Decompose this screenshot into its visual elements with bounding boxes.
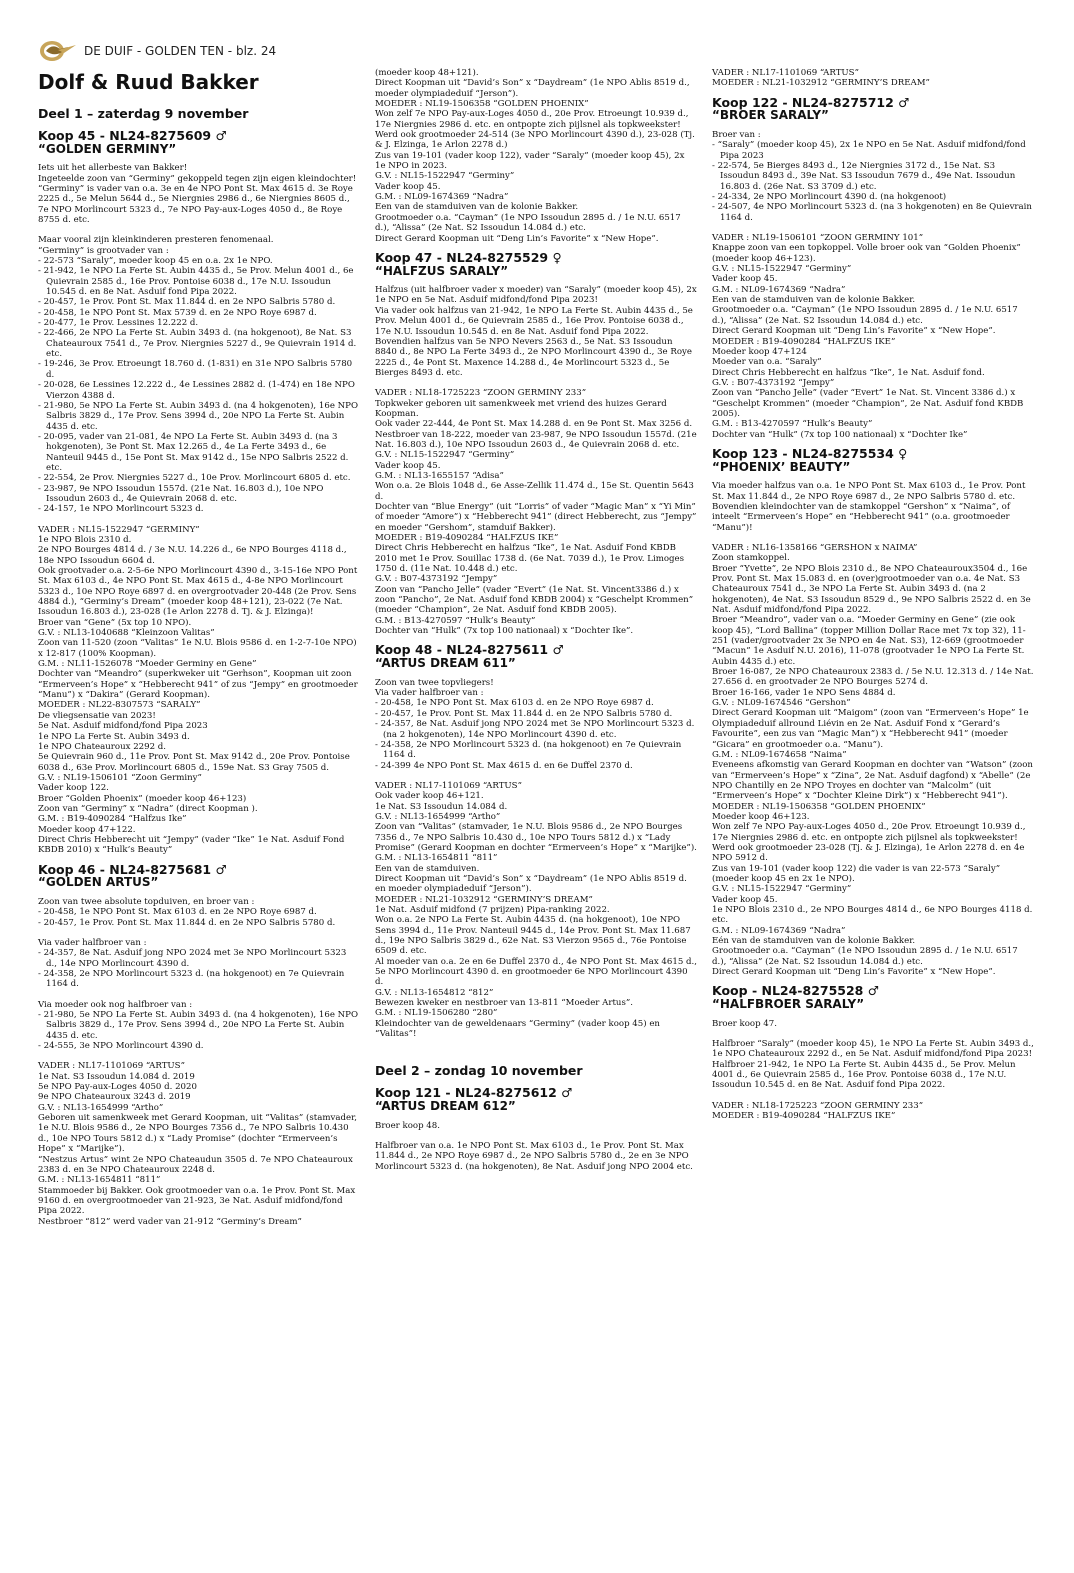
paragraph: G.V. : NL15-1522947 “Germiny”: [375, 171, 515, 182]
spacer: [38, 225, 360, 235]
lot-name: “BROER SARALY”: [712, 108, 829, 123]
paragraph: Nestbroer van 18-222, moeder van 23-987, 9e NPO Issoudun 1557d. (21e Nat. 16.803 d.), 10e NPO Issoudun 2603 d., 4e Quievrain 2068 d. etc.: [375, 429, 697, 450]
list-item: - 20-458, 1e NPO Pont St. Max 5739 d. en 2e NPO Roye 6987 d.: [38, 307, 317, 318]
list-item: - 24-507, 4e NPO Morlincourt 5323 d. (na 3 hokgenoten) en 8e Quievrain 1164 d.: [712, 202, 1032, 223]
list-item: - 24-357, 8e Nat. Asduif jong NPO 2024 met 3e NPO Morlincourt 5323 d., 14e NPO Morlincourt 4390 d.: [38, 948, 347, 969]
paragraph: Won zelf 7e NPO Pay-aux-Loges 4050 d., 20e Prov. Etroeungt 10.939 d., 17e Niergnies 2986 d. etc. en ontpopte zich pijlsnel als topkweekster!: [375, 109, 689, 130]
paragraph: Broer “Meandro”, vader van o.a. “Moeder Germiny en Gene” (zie ook koop 45), “Lord Ballina” (topper Million Dollar Race met 7x top 32), 11-251 (vader/grootvader 2x 3e NPO en 4e Nat. S3), 12-669 (grootmoeder “Macun” 1e Asduif N.U. 2016), 11-078 (grootvader 1e NPO La Ferte St. Aubin 4435 d.) etc.: [712, 615, 1026, 667]
list-item: - 24-358, 2e NPO Morlincourt 5323 d. (na hokgenoot) en 7e Quievrain 1164 d.: [375, 739, 682, 761]
lot-name: “PHOENIX’ BEAUTY”: [712, 459, 851, 474]
paragraph: Broer van :: [712, 129, 761, 140]
list-item: - 24-334, 2e NPO Morlincourt 4390 d. (na hokgenoot): [712, 192, 947, 203]
paragraph: Broer van “Gene” (5x top 10 NPO).: [38, 617, 192, 628]
paragraph: Zoon van 11-520 (zoon “Valitas” 1e N.U. Blois 9586 d. en 1-2-7-10e NPO) x 12-817 (100% Koopman).: [38, 638, 357, 659]
paragraph: Zoon van “Pancho Jelle” (vader “Evert” (1e Nat. St. Vincent3386 d.) x zoon “Pancho”, 2e Nat. Asduif fond KBDB 2004) x “Geschelpt Krommen” (moeder “Champion”, 2e Nat. Asduif fond KBDB 2005).: [375, 584, 694, 616]
paragraph: Via moeder ook nog halfbroer van :: [38, 999, 193, 1010]
list-item: - 24-399 4e NPO Pont St. Max 4615 d. en 6e Duffel 2370 d.: [375, 760, 633, 771]
paragraph: Grootmoeder o.a. “Cayman” (1e NPO Issoudun 2895 d. / 1e N.U. 6517 d.), “Alissa” (2e Nat. S2 Issoudun 14.084 d.) etc.: [712, 946, 1018, 967]
paragraph: Direct Gerard Koopman uit “Deng Lin’s Favorite” x “New Hope”.: [712, 967, 996, 978]
paragraph: Zus van 19-101 (vader koop 122), vader “Saraly” (moeder koop 45), 2x 1e NPO in 2023.: [375, 150, 685, 172]
paragraph: G.V. : NL15-1522947 “Germiny”: [712, 264, 852, 275]
list-item: - 19-246, 3e Prov. Etroeungt 18.760 d. (1-831) en 31e NPO Salbris 5780 d.: [38, 359, 353, 380]
paragraph: G.V. : B07-4373192 “Jempy”: [375, 574, 498, 585]
paragraph: VADER : NL18-1725223 “ZOON GERMINY 233”: [712, 1100, 924, 1111]
page-title: Dolf & Ruud Bakker: [38, 70, 259, 94]
paragraph: 1e Nat. S3 Issoudun 14.084 d. 2019: [38, 1071, 195, 1082]
lot-name: “ARTUS DREAM 612”: [375, 1099, 516, 1114]
paragraph: Werd ook grootmoeder 24-514 (3e NPO Morlincourt 4390 d.), 23-028 (Tj. & J. Elzinga, 1e Arlon 2278 d.): [375, 130, 695, 151]
paragraph: Halfbroer 21-942, 1e NPO La Ferte St. Aubin 4435 d., 5e Prov. Melun 4001 d., 6e Quievrain 2585 d., 16e Prov. Pontoise 6038 d., 17e N.U. Issoudun 10.545 d. en 8e Nat. Asduif fond Pipa 2022.: [712, 1059, 1016, 1091]
lot-name: “HALFBROER SARALY”: [712, 997, 865, 1012]
paragraph: MOEDER : B19-4090284 “HALFZUS IKE”: [712, 1111, 896, 1122]
paragraph: Halfbroer “Saraly” (moeder koop 45), 1e NPO La Ferte St. Aubin 3493 d., 1e NPO Chateauroux 2292 d., en 5e Nat. Asduif midfond/fond Pipa 2023!: [712, 1039, 1034, 1060]
paragraph: 2e NPO Bourges 4814 d. / 3e N.U. 14.226 d., 6e NPO Bourges 4118 d., 18e NPO Issoudun 6604 d.: [38, 545, 347, 566]
paragraph: Broer koop 47.: [712, 1018, 777, 1029]
spacer: [38, 990, 360, 1000]
paragraph: G.M. : NL13-1654811 “811”: [375, 853, 498, 864]
section-heading: Deel 2 – zondag 10 november: [375, 1063, 583, 1079]
list-item: - 23-987, 9e NPO Issoudun 1557d. (21e Nat. 16.803 d.), 10e NPO Issoudun 2603 d., 4e Quievrain 2068 d. etc.: [38, 483, 324, 504]
list-item: - 22-574, 5e Bierges 8493 d., 12e Niergnies 3172 d., 15e Nat. S3 Issoudun 8493 d., 39e Nat. S3 Issoudun 7679 d., 49e Nat. Issoudun 16.803 d. (26e Nat. S3 3709 d.) etc.: [712, 161, 1016, 192]
paragraph: Vader koop 45.: [375, 460, 441, 471]
paragraph: MOEDER : B19-4090284 “HALFZUS IKE”: [712, 336, 896, 347]
paragraph: Zoon van “Germiny” x “Nadra” (direct Koopman ).: [38, 803, 258, 814]
paragraph: Ook vader koop 46+121.: [375, 791, 484, 802]
paragraph: Vader koop 45.: [375, 181, 441, 192]
paragraph: Zoon van twee topvliegers!: [375, 677, 494, 688]
paragraph: “Germiny” is grootvader van :: [38, 245, 169, 256]
paragraph: Ook vader 22-444, 4e Pont St. Max 14.288 d. en 9e Pont St. Max 3256 d.: [375, 419, 693, 430]
paragraph: Zoon van twee absolute topduiven, en broer van :: [38, 896, 255, 907]
paragraph: Een van de stamduiven van de kolonie Bakker.: [712, 295, 916, 306]
paragraph: Direct Chris Hebberecht en halfzus “Ike”, 1e Nat. Asduif Fond KBDB 2010 met 1e Prov. Souillac 1738 d. (6e Nat. 7039 d.), 1e Prov. Limoges 1750 d. (11e Nat. 10.448 d.) etc.: [375, 543, 685, 575]
paragraph: Dochter van “Hulk” (7x top 100 nationaal) x “Dochter Ike”: [712, 429, 968, 440]
lot-heading: Koop - NL24-8275528 ♂: [712, 983, 879, 999]
lot-heading: Koop 121 - NL24-8275612 ♂: [375, 1085, 573, 1101]
list-item: - 20-458, 1e NPO Pont St. Max 6103 d. en 2e NPO Roye 6987 d.: [375, 698, 654, 709]
list-item: - 21-980, 5e NPO La Ferte St. Aubin 3493 d. (na 4 hokgenoten), 16e NPO Salbris 3829 d., 17e Prov. Sens 3994 d., 20e NPO La Ferte St. Aubin 4435 d. etc.: [38, 1010, 358, 1041]
paragraph: 1e NPO La Ferte St. Aubin 3493 d.: [38, 731, 190, 742]
spacer: [375, 771, 697, 781]
paragraph: VADER : NL16-1358166 “GERSHON x NAIMA”: [712, 542, 918, 553]
spacer: [375, 1039, 697, 1049]
paragraph: Broer “Golden Phoenix” (moeder koop 46+123): [38, 793, 247, 804]
list-item: - 20-457, 1e Prov. Pont St. Max 11.844 d. en 2e NPO Salbris 5780 d.: [38, 297, 336, 308]
paragraph: VADER : NL18-1725223 “ZOON GERMINY 233”: [375, 388, 587, 399]
spacer: [375, 1049, 697, 1059]
paragraph: Zus van 19-101 (vader koop 122) die vader is van 22-573 “Saraly” (moeder koop 45 en 2x 1e NPO).: [712, 863, 1001, 884]
paragraph: 1e Nat. Asduif midfond (7 prijzen) Pipa-ranking 2022.: [375, 905, 610, 915]
paragraph: Geboren uit samenkweek met Gerard Koopman, uit “Valitas” (stamvader, 1e N.U. Blois 9586 d., 2e NPO Bourges 7356 d., 7e NPO Salbris 10.430 d., 10e NPO Tours 5812 d.) x “Lady Promise” (dochter “Ermerveen’s Hope” x “Marijke”).: [38, 1113, 357, 1155]
paragraph: Kleindochter van de geweldenaars “Germiny” (vader koop 45) en “Valitas”!: [375, 1018, 660, 1040]
page-header: [38, 40, 276, 62]
spacer: [38, 515, 360, 525]
paragraph: Via vader ook halfzus van 21-942, 1e NPO La Ferte St. Aubin 4435 d., 5e Prov. Melun 4001 d., 6e Quievrain 2585 d., 16e Prov. Pontoise 6038 d., 17e N.U. Issoudun 10.545 d. en 8e Nat. Asduif fond Pipa 2022.: [375, 305, 693, 337]
paragraph: VADER : NL17-1101069 “ARTUS”: [375, 780, 522, 791]
paragraph: G.M. : NL19-1506280 “280”: [375, 1008, 498, 1019]
paragraph: G.M. : NL09-1674369 “Nadra”: [375, 192, 509, 203]
paragraph: Ingeteelde zoon van “Germiny” gekoppeld tegen zijn eigen kleindochter!: [38, 173, 357, 184]
list-item: - 20-477, 1e Prov. Lessines 12.222 d.: [38, 318, 199, 329]
paragraph: Maar vooral zijn kleinkinderen presteren fenomenaal.: [38, 235, 274, 246]
paragraph: Broer 16-166, vader 1e NPO Sens 4884 d.: [712, 687, 896, 698]
header-text: DE DUIF - GOLDEN TEN - blz. 24: [84, 44, 277, 58]
list-item: - “Saraly” (moeder koop 45), 2x 1e NPO en 5e Nat. Asduif midfond/fond Pipa 2023: [712, 140, 1026, 161]
paragraph: 5e Quievrain 960 d., 11e Prov. Pont St. Max 9142 d., 20e Prov. Pontoise 6038 d., 63e Prov. Morlincourt 6805 d., 159e Nat. S3 Gray 7505 d.: [38, 752, 350, 773]
paragraph: Vader koop 45.: [712, 894, 778, 905]
paragraph: Knappe zoon van een topkoppel. Volle broer ook van “Golden Phoenix” (moeder koop 46+123).: [712, 243, 1021, 264]
paragraph: MOEDER : NL21-1032912 “GERMINY’S DREAM”: [375, 894, 593, 905]
paragraph: Stammoeder bij Bakker. Ook grootmoeder van o.a. 1e Prov. Pont St. Max 9160 d. en overgrootmoeder van 21-923, 3e Nat. Asduif midfond/fond Pipa 2022.: [38, 1185, 356, 1217]
paragraph: VADER : NL15-1522947 “GERMINY”: [38, 524, 200, 535]
paragraph: G.M. : B19-4090284 “Halfzus Ike”: [38, 814, 187, 825]
list-item: - 22-554, 2e Prov. Niergnies 5227 d., 10e Prov. Morlincourt 6805 d. etc.: [38, 473, 351, 484]
paragraph: G.M. : B13-4270597 “Hulk’s Beauty”: [375, 615, 536, 626]
golden-ten-logo-icon: [38, 39, 78, 63]
paragraph: MOEDER : NL21-1032912 “GERMINY’S DREAM”: [712, 78, 930, 89]
paragraph: Broer “Yvette”, 2e NPO Blois 2310 d., 8e NPO Chateauroux3504 d., 16e Prov. Pont St. Max 15.083 d. en (over)grootmoeder van o.a. 4e Nat. S3 Chateauroux 7541 d., 3e NPO La Ferte St. Aubin 3493 d. (na 2 hokgenoten), 4e Nat. S3 Issoudun 8529 d., 9e NPO Salbris 2522 d. en 3e Nat. Asduif midfond/fond Pipa 2022.: [712, 563, 1031, 616]
list-item: - 22-466, 2e NPO La Ferte St. Aubin 3493 d. (na hokgenoot), 8e Nat. S3 Chateauroux 7541 d., 7e Prov. Niergnies 5227 d., 9e Quievrain 1914 d. etc.: [38, 328, 357, 360]
paragraph: Direct Chris Hebberecht en halfzus “Ike”, 1e Nat. Asduif fond.: [712, 367, 985, 378]
paragraph: Eveneens afkomstig van Gerard Koopman en dochter van “Watson” (zoon van “Ermerveen’s Hope” x “Zina”, 2e Nat. Asduif dagfond) x “Abelle” (2e NPO Chantilly en 2e NPO Troyes en dochter van “Malcolm” (uit “Ermerveen’s Hope” x “Dochter Kleine Dirk”) x “Hebberecht 941”).: [712, 760, 1033, 802]
paragraph: MOEDER : NL19-1506358 “GOLDEN PHOENIX”: [375, 99, 589, 110]
paragraph: G.M. : B13-4270597 “Hulk’s Beauty”: [712, 419, 873, 430]
lot-heading: Koop 122 - NL24-8275712 ♂: [712, 94, 910, 110]
lot-name: “ARTUS DREAM 611”: [375, 656, 516, 671]
lot-heading: Koop 47 - NL24-8275529 ♀: [375, 249, 562, 265]
paragraph: Direct Koopman uit “David’s Son” x “Daydream” (1e NPO Ablis 8519 d., moeder olympiadeduif “Jerson”).: [375, 78, 690, 99]
paragraph: G.V. : NL19-1506101 “Zoon Germiny”: [38, 772, 202, 783]
column-1: [38, 102, 360, 1227]
lot-heading: Koop 48 - NL24-8275611 ♂: [375, 642, 564, 658]
list-item: - 20-458, 1e NPO Pont St. Max 6103 d. en 2e NPO Roye 6987 d.: [38, 907, 317, 918]
paragraph: Iets uit het allerbeste van Bakker!: [38, 163, 188, 174]
paragraph: MOEDER : B19-4090284 “HALFZUS IKE”: [375, 533, 559, 544]
paragraph: Zoon stamkoppel.: [712, 553, 790, 564]
paragraph: Broer koop 48.: [375, 1120, 440, 1131]
spacer: [375, 378, 697, 388]
paragraph: Zoon van “Valitas” (stamvader, 1e N.U. Blois 9586 d., 2e NPO Bourges 7356 d., 7e NPO Salbris 10.430 d., 10e NPO Tours 5812 d.) x “Lady Promise” (Gerard Koopman en dochter “Ermerveen’s Hope” x “Marijke”).: [375, 822, 697, 853]
list-item: - 21-980, 5e NPO La Ferte St. Aubin 3493 d. (na 4 hokgenoten), 16e NPO Salbris 3829 d., 17e Prov. Sens 3994 d., 20e NPO La Ferte St. Aubin 4435 d. etc.: [38, 400, 358, 432]
paragraph: VADER : NL17-1101069 “ARTUS”: [712, 68, 859, 78]
list-item: - 20-095, vader van 21-081, 4e NPO La Ferte St. Aubin 3493 d. (na 3 hokgenoten), 3e Pont St. Max 12.265 d., 4e La Ferte 3493 d., 6e Nanteuil 9445 d., 15e Pont St. Max 9142 d., 15e NPO Salbris 2522 d. etc.: [38, 431, 349, 473]
paragraph: Moeder koop 47+124: [712, 346, 807, 357]
paragraph: 1e Nat. S3 Issoudun 14.084 d.: [375, 801, 508, 812]
paragraph: G.V. : NL15-1522947 “Germiny”: [712, 884, 852, 895]
paragraph: 5e Nat. Asduif midfond/fond Pipa 2023: [38, 721, 208, 732]
paragraph: G.V. : NL13-1654999 “Artho”: [38, 1102, 164, 1113]
paragraph: Direct Gerard Koopman uit “Deng Lin’s Favorite” x “New Hope”.: [712, 326, 996, 337]
paragraph: Halfbroer van o.a. 1e NPO Pont St. Max 6103 d., 1e Prov. Pont St. Max 11.844 d., 2e NPO Roye 6987 d., 2e NPO Salbris 5780 d., 2e en 3e NPO Morlincourt 5323 d. (na hokgenoten), 8e Nat. Asduif jong NPO 2004 etc.: [375, 1141, 693, 1172]
paragraph: Moeder van o.a. “Saraly”: [712, 357, 822, 368]
spacer: [712, 1029, 1034, 1039]
paragraph: Vader koop 45.: [712, 274, 778, 285]
paragraph: G.M. : NL09-1674369 “Nadra”: [712, 925, 846, 936]
paragraph: Grootmoeder o.a. “Cayman” (1e NPO Issoudun 2895 d. / 1e N.U. 6517 d.), “Alissa” (2e Nat. S2 Issoudun 14.084 d.) etc.: [375, 212, 681, 234]
paragraph: Grootmoeder o.a. “Cayman” (1e NPO Issoudun 2895 d. / 1e N.U. 6517 d.), “Alissa” (2e Nat. S2 Issoudun 14.084 d.) etc.: [712, 305, 1018, 326]
list-item: - 24-358, 2e NPO Morlincourt 5323 d. (na hokgenoot) en 7e Quievrain 1164 d.: [38, 969, 345, 990]
list-item: - 22-573 “Saraly”, moeder koop 45 en o.a. 2x 1e NPO.: [38, 256, 273, 267]
paragraph: G.M. : NL09-1674369 “Nadra”: [712, 284, 846, 295]
paragraph: VADER : NL19-1506101 “ZOON GERMINY 101”: [712, 233, 924, 244]
paragraph: Direct Koopman uit “David’s Son” x “Daydream” (1e NPO Ablis 8519 d. en moeder olympiadeduif “Jerson”).: [375, 873, 687, 895]
spacer: [712, 1091, 1034, 1101]
paragraph: Zoon van “Pancho Jelle” (vader “Evert” 1e Nat. St. Vincent 3386 d.) x “Geschelpt Krommen” (moeder “Champion”, 2e Nat. Asduif fond KBDB 2005).: [712, 388, 1024, 419]
list-item: - 20-028, 6e Lessines 12.222 d., 4e Lessines 2882 d. (1-474) en 18e NPO Vierzon 4388 d.: [38, 380, 355, 401]
paragraph: Direct Gerard Koopman uit “Deng Lin’s Favorite” x “New Hope”.: [375, 233, 659, 244]
paragraph: (moeder koop 48+121).: [375, 68, 479, 78]
paragraph: Een van de stamduiven.: [375, 863, 480, 874]
paragraph: G.V. : NL15-1522947 “Germiny”: [375, 450, 515, 461]
paragraph: Via vader halfbroer van :: [38, 937, 147, 948]
paragraph: Won o.a. 2e Blois 1048 d., 6e Asse-Zellik 11.474 d., 15e St. Quentin 5643 d.: [375, 481, 694, 502]
lot-heading: Koop 46 - NL24-8275681 ♂: [38, 861, 227, 877]
paragraph: Won o.a. 2e NPO La Ferte St. Aubin 4435 d. (na hokgenoot), 10e NPO Sens 3994 d., 11e Prov. Nanteuil 9445 d., 14e Prov. Pont St. Max 11.687 d., 19e NPO Salbris 3829 d., 62e Nat. S3 Vierzon 9565 d., 76e Pontoise 6509 d. etc.: [375, 915, 691, 957]
paragraph: Vader koop 122.: [38, 783, 109, 794]
list-item: - 24-357, 8e Nat. Asduif jong NPO 2024 met 3e NPO Morlincourt 5323 d. (na 2 hokgenoten), 14e NPO Morlincourt 4390 d. etc.: [375, 719, 695, 740]
spacer: [712, 223, 1034, 233]
paragraph: 1e NPO Chateauroux 2292 d.: [38, 741, 167, 752]
lot-name: “GOLDEN ARTUS”: [38, 875, 159, 890]
paragraph: 9e NPO Chateauroux 3243 d. 2019: [38, 1092, 191, 1103]
paragraph: Bewezen kweker en nestbroer van 13-811 “Moeder Artus”.: [375, 998, 633, 1009]
paragraph: G.V. : B07-4373192 “Jempy”: [712, 377, 835, 388]
paragraph: 5e NPO Pay-aux-Loges 4050 d. 2020: [38, 1082, 197, 1093]
paragraph: Via moeder halfzus van o.a. 1e NPO Pont St. Max 6103 d., 1e Prov. Pont St. Max 11.844 d., 2e NPO Roye 6987 d., 2e NPO Salbris 5780 d. etc.: [712, 481, 1026, 502]
paragraph: Broer 16-087, 2e NPO Chateauroux 2383 d. / 5e N.U. 12.313 d. / 14e Nat. 27.656 d. en grootvader 2e NPO Bourges 5274 d.: [712, 667, 1034, 688]
list-item: - 21-942, 1e NPO La Ferte St. Aubin 4435 d., 5e Prov. Melun 4001 d., 6e Quievrain 2585 d., 16e Prov. Pontoise 6038 d., 17e N.U. Issoudun 10.545 d. en 8e Nat. Asduif fond Pipa 2022.: [38, 266, 354, 298]
paragraph: Via vader halfbroer van :: [375, 688, 484, 699]
spacer: [38, 1051, 360, 1061]
paragraph: Bovendien halfzus van 5e NPO Nevers 2563 d., 5e Nat. S3 Issoudun 8840 d., 8e NPO La Ferte 3493 d., 2e NPO Morlincourt 4390 d., 3e Roye 2225 d., 4e Pont St. Maxence 14.288 d., 4e Morlincourt 5323 d., 5e Bierges 8493 d. etc.: [375, 336, 692, 378]
paragraph: G.M. : NL11-1526078 “Moeder Germiny en Gene”: [38, 659, 257, 670]
paragraph: 1e NPO Blois 2310 d., 2e NPO Bourges 4814 d., 6e NPO Bourges 4118 d. etc.: [712, 905, 1033, 926]
paragraph: Direct Gerard Koopman uit “Maigom” (zoon van “Ermerveen’s Hope” 1e Olympiadeduif allround Liévin en 2e Nat. Asduif Fond x “Gerard’s Favourite”, een zus van “Magic Man”) x “Hebberecht 941” (moeder “Gicara” en grootmoeder o.a. “Manu”).: [712, 708, 1029, 750]
paragraph: Een van de stamduiven van de kolonie Bakker.: [375, 202, 579, 213]
spacer: [375, 1131, 697, 1141]
paragraph: G.V. : NL13-1654812 “812”: [375, 987, 494, 998]
paragraph: Won zelf 7e NPO Pay-aux-Loges 4050 d., 20e Prov. Etroeungt 10.939 d., 17e Niergnies 2986 d. etc. en ontpopte zich pijlsnel als topkweekster!: [712, 822, 1026, 843]
column-3: [712, 68, 1034, 1121]
paragraph: G.V. : NL13-1040688 “Kleinzoon Valitas”: [38, 628, 215, 639]
list-item: - 24-157, 1e NPO Morlincourt 5323 d.: [38, 504, 204, 515]
paragraph: Nestbroer “812” werd vader van 21-912 “Germiny’s Dream”: [38, 1216, 302, 1227]
paragraph: Moeder koop 46+123.: [712, 811, 810, 822]
paragraph: Dochter van “Meandro” (superkweker uit “Gerhson”, Koopman uit zoon “Ermerveen’s Hope” x “Hebberecht 941” of zus “Jempy” en grootmoeder “Manu”) x “Dakira” (Gerard Koopman).: [38, 669, 358, 701]
paragraph: VADER : NL17-1101069 “ARTUS”: [38, 1061, 185, 1072]
paragraph: MOEDER : NL19-1506358 “GOLDEN PHOENIX”: [712, 801, 926, 812]
spacer: [38, 928, 360, 938]
paragraph: Eén van de stamduiven van de kolonie Bakker.: [712, 936, 916, 947]
paragraph: G.V. : NL09-1674546 “Gershon”: [712, 698, 851, 709]
paragraph: Werd ook grootmoeder 23-028 (Tj. & J. Elzinga), 1e Arlon 2278 d. en 4e NPO 5912 d.: [712, 842, 1025, 864]
paragraph: De vliegsensatie van 2023!: [38, 710, 156, 721]
paragraph: “Nestzus Artus” wint 2e NPO Chateaudun 3505 d. 7e NPO Chateauroux 2383 d. en 3e NPO Chateauroux 2248 d.: [38, 1154, 353, 1175]
paragraph: G.M. : NL13-1655157 “Adisa”: [375, 470, 504, 481]
paragraph: MOEDER : NL22-8307573 “SARALY”: [38, 700, 201, 711]
paragraph: G.V. : NL13-1654999 “Artho”: [375, 811, 501, 822]
paragraph: G.M. : NL09-1674658 “Naima”: [712, 749, 847, 760]
paragraph: Al moeder van o.a. 2e en 6e Duffel 2370 d., 4e NPO Pont St. Max 4615 d., 5e NPO Morlincourt 4390 d. en grootmoeder 6e NPO Morlincourt 4390 d.: [375, 956, 697, 988]
paragraph: Moeder koop 47+122.: [38, 824, 136, 835]
paragraph: Halfzus (uit halfbroer vader x moeder) van “Saraly” (moeder koop 45), 2x 1e NPO en 5e Nat. Asduif midfond/fond Pipa 2023!: [375, 285, 697, 306]
section-heading: Deel 1 – zaterdag 9 november: [38, 106, 249, 121]
paragraph: Dochter van “Hulk” (7x top 100 nationaal) x “Dochter Ike”.: [375, 626, 634, 637]
paragraph: G.M. : NL13-1654811 “811”: [38, 1175, 161, 1186]
paragraph: “Germiny” is vader van o.a. 3e en 4e NPO Pont St. Max 4615 d. 3e Roye 2225 d., 5e Melun 5644 d., 5e Niergnies 2986 d., 6e Niergnies 8605 d., 7e NPO Morlincourt 5323 d., 7e NPO Pay-aux-Loges 4050 d., 8e Roye 8755 d. etc.: [38, 183, 353, 226]
lot-heading: Koop 45 - NL24-8275609 ♂: [38, 128, 227, 143]
paragraph: Direct Chris Hebberecht uit “Jempy” (vader “Ike” 1e Nat. Asduif Fond KBDB 2010) x “Hulk’s Beauty”: [38, 834, 345, 856]
list-item: - 24-555, 3e NPO Morlincourt 4390 d.: [38, 1041, 204, 1052]
paragraph: Dochter van “Blue Energy” (uit “Lorris” of vader “Magic Man” x “Yi Min” of moeder “Amore”) x “Hebberecht 941” (direct Hebberecht, zus “Jempy” en moeder “Gershom”, stamduif Bakker).: [375, 502, 697, 533]
paragraph: 1e NPO Blois 2310 d.: [38, 534, 132, 545]
list-item: - 20-457, 1e Prov. Pont St. Max 11.844 d. en 2e NPO Salbris 5780 d.: [38, 917, 336, 928]
paragraph: Topkweker geboren uit samenkweek met vriend des huizes Gerard Koopman.: [375, 398, 667, 419]
paragraph: Bovendien kleindochter van de stamkoppel “Gershon” x “Naima”, of inteelt “Ermerveen’s Hope” en “Hebberecht 941” (o.a. grootmoeder “Manu”)!: [712, 501, 1011, 533]
column-2: [375, 68, 697, 1172]
spacer: [712, 533, 1034, 543]
paragraph: Ook grootvader o.a. 2-5-6e NPO Morlincourt 4390 d., 3-15-16e NPO Pont St. Max 6103 d., 4e NPO Pont St. Max 4615 d., 4-8e NPO Morlincourt 5323 d., 10e NPO Roye 6897 d. en overgrootvader 20-448 (2e Prov. Sens 4884 d.), “Germiny’s Dream” (moeder koop 48+121), 23-022 (7e Nat. Issoudun 16.803 d.), 23-028 (1e Arlon 2278 d. Tj. & J. Elzinga)!: [38, 566, 358, 618]
lot-name: “HALFZUS SARALY”: [375, 263, 509, 278]
lot-name: “GOLDEN GERMINY”: [38, 141, 177, 156]
lot-heading: Koop 123 - NL24-8275534 ♀: [712, 445, 908, 461]
list-item: - 20-457, 1e Prov. Pont St. Max 11.844 d. en 2e NPO Salbris 5780 d.: [375, 708, 673, 719]
